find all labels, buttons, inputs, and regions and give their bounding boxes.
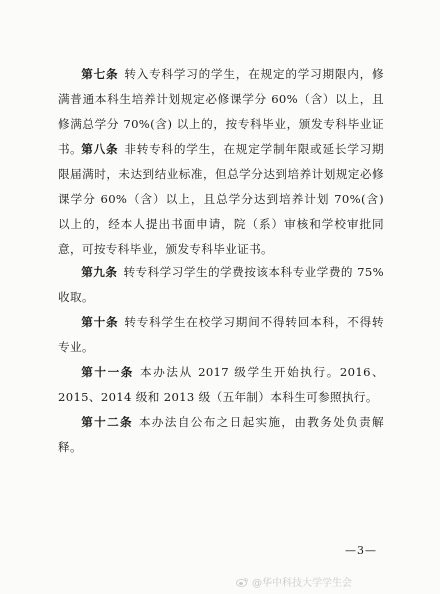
article-text: 转专科学习学生的学费按该本科专业学费的 75%收取。 [58, 265, 384, 304]
article-heading: 第七条 [81, 67, 119, 81]
article-9 [58, 260, 384, 310]
article-text: 本办法自公布之日起实施，由教务处负责解释。 [58, 415, 384, 454]
watermark [236, 574, 352, 589]
article-text: 非转专科的学生，在规定学制年限或延长学习期限届满时，未达到结业标准，但总学分达到培养计划规定必修课学分 60%（含）以上，且总学分达到培养计划 70%(含) 以上的，经本人提出书面申请，院（系）审核和学校审批同意，可按专科毕业，颁发专科毕业证书。 [58, 142, 384, 256]
article-text: 本办法从 2017 级学生开始执行。2016、2015、2014 级和 2013 级（五年制）本科生可参照执行。 [58, 365, 384, 404]
article-text: 转入专科学习的学生，在规定的学习期限内，修满普通本科生培养计划规定必修课学分 60%（含）以上，且修满总学分 70%(含) 以上的，按专科毕业，颁发专科毕业证书。 [58, 67, 384, 156]
article-11 [58, 360, 384, 410]
watermark-text: @华中科技大学学生会 [252, 578, 352, 589]
article-10 [58, 310, 384, 360]
page-number: —3— [345, 544, 377, 557]
article-heading: 第八条 [81, 142, 119, 156]
article-text: 转专科学生在校学习期间不得转回本科，不得转专业。 [58, 315, 384, 354]
article-heading: 第十一条 [81, 365, 134, 379]
article-heading: 第十二条 [81, 415, 133, 429]
article-heading: 第九条 [81, 265, 118, 279]
article-8 [58, 137, 384, 262]
article-heading: 第十条 [81, 315, 119, 329]
article-12 [58, 410, 384, 460]
weibo-icon [236, 577, 249, 587]
